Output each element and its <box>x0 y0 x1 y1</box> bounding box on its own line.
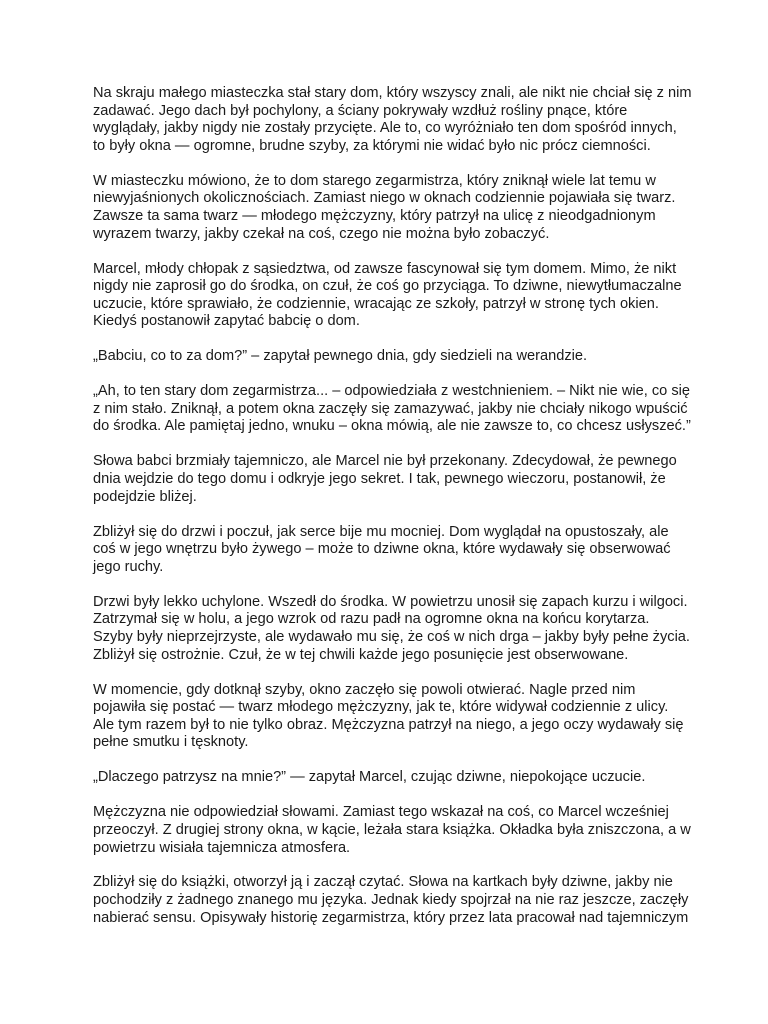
paragraph-12: Zbliżył się do książki, otworzył ją i zaczął czytać. Słowa na kartkach były dziwne, jakby nie pochodziły z żadnego znanego mu języka. Jednak kiedy spojrzał na nie raz jeszcze, zaczęły nabierać sensu. Opisywały historię zegarmistrza, który przez lata pracował nad tajemniczym <box>93 874 689 926</box>
paragraph-1: Na skraju małego miasteczka stał stary dom, który wszyscy znali, ale nikt nie chciał się z nim zadawać. Jego dach był pochylony, a ściany pokrywały wzdłuż rośliny pnące, które wyglądały, jakby nigdy nie zostały przycięte. Ale to, co wyróżniało ten dom spośród innych, to były okna — ogromne, brudne szyby, za którymi nie widać było nic prócz ciemności. <box>93 85 692 154</box>
paragraph-9: W momencie, gdy dotknął szyby, okno zaczęło się powoli otwierać. Nagle przed nim pojawiła się postać — twarz młodego mężczyzny, jak te, które widywał codziennie z ulicy. Ale tym razem był to nie tylko obraz. Mężczyzna patrzył na niego, a jego oczy wydawały się pełne smutku i tęsknoty. <box>93 681 684 751</box>
paragraph-7: Zbliżył się do drzwi i poczuł, jak serce bije mu mocniej. Dom wyglądał na opustoszały, ale coś w jego wnętrzu było żywego – może to dziwne okna, które wydawały się obserwować jego ruchy. <box>93 523 671 575</box>
paragraph-11: Mężczyzna nie odpowiedział słowami. Zamiast tego wskazał na coś, co Marcel wcześniej przeoczył. Z drugiej strony okna, w kącie, leżała stara książka. Okładka była zniszczona, a w powietrzu wisiała tajemnicza atmosfera. <box>93 804 691 856</box>
paragraph-3: Marcel, młody chłopak z sąsiedztwa, od zawsze fascynował się tym domem. Mimo, że nikt nigdy nie zaprosił go do środka, on czuł, że coś go przyciąga. To dziwne, niewytłumaczalne uczucie, które sprawiało, że codziennie, wracając ze szkoły, patrzył w stronę tych okien. Kiedyś postanowił zapytać babcię o dom. <box>93 260 682 330</box>
paragraph-2: W miasteczku mówiono, że to dom starego zegarmistrza, który zniknął wiele lat temu w niewyjaśnionych okolicznościach. Zamiast niego w oknach codziennie pojawiała się twarz. Zawsze ta sama twarz — młodego mężczyzny, który patrzył na ulicę z nieodgadnionym wyrazem twarzy, jakby czekał na coś, czego nie można było zobaczyć. <box>93 172 676 242</box>
paragraph-4: „Babciu, co to za dom?” – zapytał pewnego dnia, gdy siedzieli na werandzie. <box>93 348 588 365</box>
paragraph-5: „Ah, to ten stary dom zegarmistrza... – odpowiedziała z westchnieniem. – Nikt nie wie, co się z nim stało. Zniknął, a potem okna zaczęły się zamazywać, jakby nie chciały nikogo wpuścić do środka. Ale pamiętaj jedno, wnuku – okna mówią, ale nie zawsze to, co chcesz usłyszeć.” <box>93 383 691 435</box>
paragraph-10: „Dlaczego patrzysz na mnie?” — zapytał Marcel, czując dziwne, niepokojące uczucie. <box>93 769 646 786</box>
paragraph-6: Słowa babci brzmiały tajemniczo, ale Marcel nie był przekonany. Zdecydował, że pewnego dnia wejdzie do tego domu i odkryje jego sekret. I tak, pewnego wieczoru, postanowił, że podejdzie bliżej. <box>93 453 677 505</box>
paragraph-8: Drzwi były lekko uchylone. Wszedł do środka. W powietrzu unosił się zapach kurzu i wilgoci. Zatrzymał się w holu, a jego wzrok od razu padł na ogromne okna na końcu korytarza. Szyby były nieprzejrzyste, ale wydawało mu się, że coś w nich drga – jakby były pełne życia. Zbliżył się ostrożnie. Czuł, że w tej chwili każde jego posunięcie jest obserwowane. <box>93 593 690 663</box>
document-page <box>93 85 693 945</box>
